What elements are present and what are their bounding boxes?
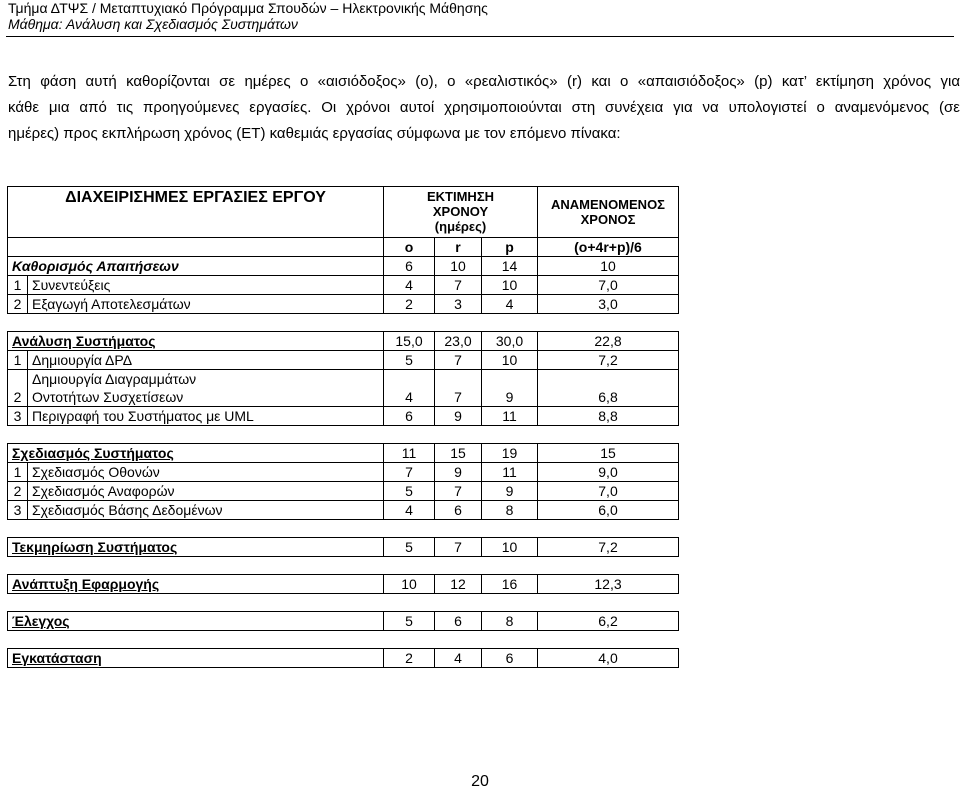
cell-o: 6: [384, 257, 435, 276]
group-title: Σχεδιασμός Συστήματος: [8, 444, 384, 463]
cell-o: 5: [384, 351, 435, 370]
cell-p: 10: [482, 276, 538, 295]
cell-o: 4: [384, 370, 435, 407]
task-name: Σχεδιασμός Οθονών: [28, 463, 384, 482]
cell-p: 30,0: [482, 332, 538, 351]
cell-p: 11: [482, 463, 538, 482]
spacer-row: [8, 594, 679, 612]
cell-r: 10: [435, 257, 482, 276]
cell-p: 14: [482, 257, 538, 276]
task-name-line: Οντοτήτων Συσχετίσεων: [32, 389, 184, 405]
cell-p: 8: [482, 501, 538, 520]
cell-r: 7: [435, 370, 482, 407]
cell-expected: 10: [538, 257, 679, 276]
cell-expected: 7,2: [538, 538, 679, 557]
cell-o: 4: [384, 276, 435, 295]
group-row: [8, 332, 679, 351]
cell-p: 8: [482, 612, 538, 631]
header-divider: [6, 36, 954, 37]
task-name: Συνεντεύξεις: [28, 276, 384, 295]
task-name: [28, 370, 384, 407]
page-number: 20: [471, 773, 489, 790]
cell-expected: 7,0: [538, 482, 679, 501]
group-title: Εγκατάσταση: [8, 649, 384, 668]
paragraph-line: ημέρες) προς εκπλήρωση χρόνος (ΕΤ) καθεμιάς εργασίας σύμφωνα με τον επόμενο πίνακα:: [8, 125, 621, 142]
group-row: [8, 538, 679, 557]
cell-expected: 8,8: [538, 407, 679, 426]
blank-cell: [8, 238, 384, 257]
formula-header: (o+4r+p)/6: [538, 238, 679, 257]
cell-expected: 6,0: [538, 501, 679, 520]
estimate-header: [384, 187, 538, 238]
table-subheader-row: [8, 238, 679, 257]
cell-p: 10: [482, 538, 538, 557]
cell-o: 5: [384, 538, 435, 557]
spacer-row: [8, 314, 679, 332]
cell-expected: 7,2: [538, 351, 679, 370]
task-name: Σχεδιασμός Βάσης Δεδομένων: [28, 501, 384, 520]
cell-p: 9: [482, 482, 538, 501]
spacer: [8, 426, 679, 444]
cell-expected: 6,2: [538, 612, 679, 631]
cell-r: 7: [435, 482, 482, 501]
cell-o: 4: [384, 501, 435, 520]
expected-header-line: ΑΝΑΜΕΝΟΜΕΝΟΣ: [551, 197, 665, 212]
table-row: [8, 276, 679, 295]
cell-expected: 22,8: [538, 332, 679, 351]
col-r-header: r: [435, 238, 482, 257]
spacer: [8, 557, 679, 575]
estimate-header-line: (ημέρες): [434, 219, 487, 234]
task-name: Εξαγωγή Αποτελεσμάτων: [28, 295, 384, 314]
expected-header: [538, 187, 679, 238]
cell-o: 5: [384, 612, 435, 631]
group-title: Έλεγχος: [8, 612, 384, 631]
group-title: Τεκμηρίωση Συστήματος: [8, 538, 384, 557]
row-index: 2: [8, 295, 28, 314]
cell-p: 9: [482, 370, 538, 407]
group-title: Καθορισμός Απαιτήσεων: [8, 257, 384, 276]
group-row: [8, 612, 679, 631]
cell-r: 6: [435, 501, 482, 520]
group-row: [8, 649, 679, 668]
cell-p: 16: [482, 575, 538, 594]
expected-header-line: ΧΡΟΝΟΣ: [580, 212, 636, 227]
group-row: [8, 257, 679, 276]
table-row: [8, 407, 679, 426]
cell-p: 4: [482, 295, 538, 314]
cell-r: 12: [435, 575, 482, 594]
cell-r: 3: [435, 295, 482, 314]
spacer: [8, 520, 679, 538]
task-name: Σχεδιασμός Αναφορών: [28, 482, 384, 501]
cell-expected: 9,0: [538, 463, 679, 482]
cell-expected: 6,8: [538, 370, 679, 407]
estimate-header-line: ΕΚΤΙΜΗΣΗ: [426, 189, 495, 204]
page-header: [8, 0, 488, 32]
table-row: [8, 463, 679, 482]
cell-expected: 12,3: [538, 575, 679, 594]
cell-o: 7: [384, 463, 435, 482]
cell-r: 6: [435, 612, 482, 631]
table-row: [8, 295, 679, 314]
cell-o: 15,0: [384, 332, 435, 351]
group-title: Ανάπτυξη Εφαρμογής: [8, 575, 384, 594]
table-title: ΔΙΑΧΕΙΡΙΣΗΜΕΣ ΕΡΓΑΣΙΕΣ ΕΡΓΟΥ: [8, 187, 384, 238]
row-index: 1: [8, 463, 28, 482]
cell-r: 9: [435, 463, 482, 482]
cell-r: 4: [435, 649, 482, 668]
row-index: 1: [8, 351, 28, 370]
cell-expected: 7,0: [538, 276, 679, 295]
table-row: [8, 351, 679, 370]
cell-r: 23,0: [435, 332, 482, 351]
paragraph-line: κάθε μια από τις προηγούμενες εργασίες. Οι χρόνοι αυτοί χρησιμοποιούνται στη συνέχεια για να υπολογιστεί ο αναμενόμενος (σε: [8, 99, 960, 116]
intro-paragraph: [8, 69, 960, 147]
cell-expected: 3,0: [538, 295, 679, 314]
table-row: [8, 482, 679, 501]
spacer: [8, 594, 679, 612]
cell-r: 7: [435, 538, 482, 557]
estimation-table: [7, 186, 679, 668]
row-index: 2: [8, 370, 28, 407]
spacer-row: [8, 557, 679, 575]
header-course: Μάθημα: Ανάλυση και Σχεδιασμός Συστημάτων: [8, 16, 298, 32]
spacer-row: [8, 520, 679, 538]
cell-o: 2: [384, 295, 435, 314]
cell-expected: 15: [538, 444, 679, 463]
cell-o: 11: [384, 444, 435, 463]
cell-p: 19: [482, 444, 538, 463]
spacer-row: [8, 426, 679, 444]
cell-o: 10: [384, 575, 435, 594]
cell-r: 15: [435, 444, 482, 463]
row-index: 2: [8, 482, 28, 501]
col-o-header: o: [384, 238, 435, 257]
table-row: [8, 370, 679, 407]
spacer: [8, 631, 679, 649]
header-department: Τμήμα ΔΤΨΣ / Μεταπτυχιακό Πρόγραμμα Σπουδών – Ηλεκτρονικής Μάθησης: [8, 0, 488, 16]
task-name: Περιγραφή του Συστήματος με UML: [28, 407, 384, 426]
table-header-row: [8, 187, 679, 238]
spacer: [8, 314, 679, 332]
task-name: Δημιουργία ΔΡΔ: [28, 351, 384, 370]
cell-p: 6: [482, 649, 538, 668]
paragraph-line: Στη φάση αυτή καθορίζονται σε ημέρες ο «αισιόδοξος» (o), ο «ρεαλιστικός» (r) και ο «απαισιόδοξος» (p) κατ’ εκτίμηση χρόνος για: [8, 73, 960, 90]
cell-p: 11: [482, 407, 538, 426]
spacer-row: [8, 631, 679, 649]
cell-o: 6: [384, 407, 435, 426]
col-p-header: p: [482, 238, 538, 257]
task-name-line: Δημιουργία Διαγραμμάτων: [32, 371, 197, 387]
cell-r: 7: [435, 351, 482, 370]
cell-expected: 4,0: [538, 649, 679, 668]
cell-o: 2: [384, 649, 435, 668]
cell-r: 7: [435, 276, 482, 295]
group-row: [8, 575, 679, 594]
estimate-header-line: ΧΡΟΝΟΥ: [432, 204, 489, 219]
group-title: Ανάλυση Συστήματος: [8, 332, 384, 351]
row-index: 1: [8, 276, 28, 295]
group-row: [8, 444, 679, 463]
cell-r: 9: [435, 407, 482, 426]
row-index: 3: [8, 501, 28, 520]
table-row: [8, 501, 679, 520]
cell-o: 5: [384, 482, 435, 501]
row-index: 3: [8, 407, 28, 426]
cell-p: 10: [482, 351, 538, 370]
